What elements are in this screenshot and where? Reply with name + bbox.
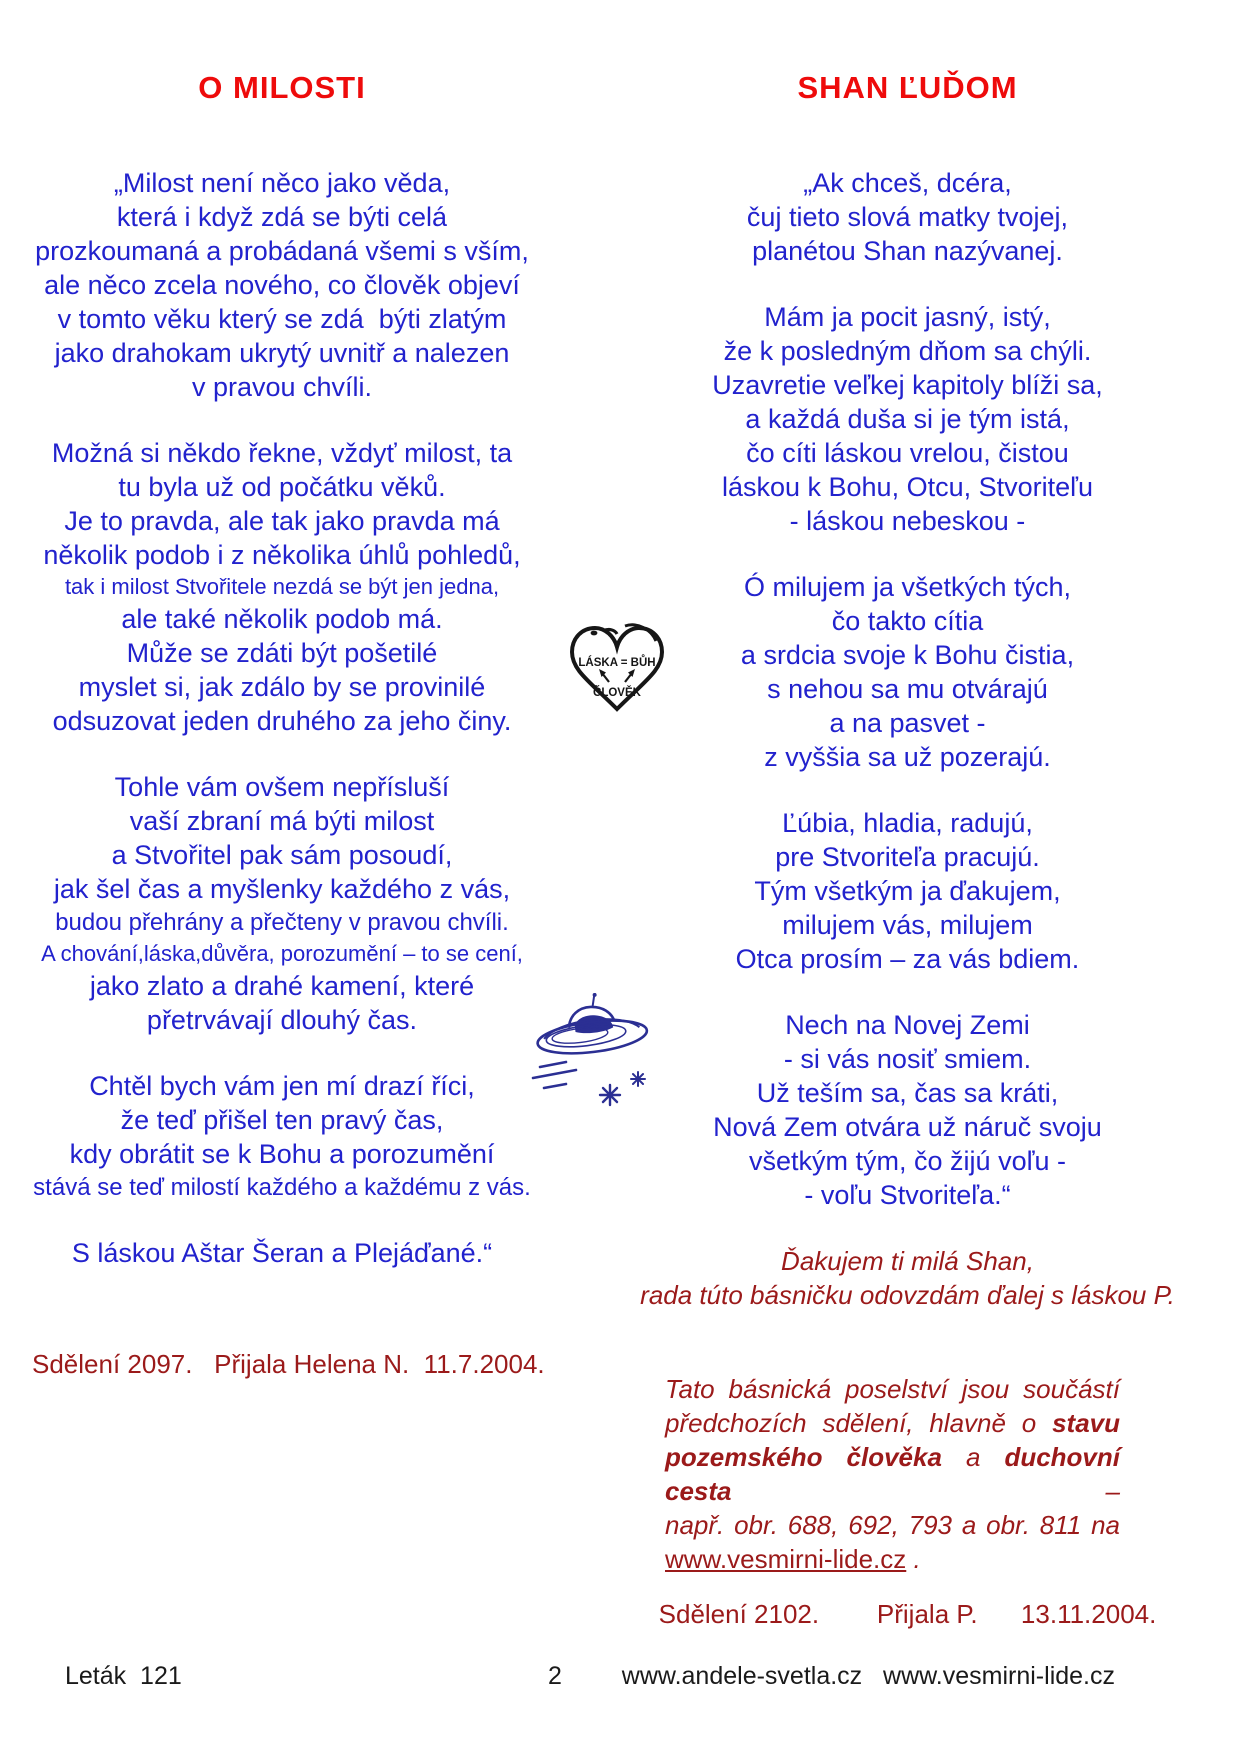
reference-paragraph	[665, 1372, 1120, 1576]
star-icon	[600, 1085, 620, 1105]
poem-line: „Ak chceš, dcéra,	[803, 168, 1012, 198]
paragraph-text: předchozích sdělení, hlavně o	[665, 1408, 1053, 1438]
paragraph-line	[665, 1542, 1120, 1576]
paragraph-text: např. obr. 688, 692, 793 a obr. 811 na	[665, 1510, 1120, 1540]
paragraph-text: –	[731, 1476, 1120, 1506]
poem-line: a Stvořitel pak sám posoudí,	[111, 840, 453, 870]
left-poem	[32, 166, 532, 1204]
poem-line: že k posledným dňom sa chýli.	[723, 336, 1092, 366]
left-title: O MILOSTI	[198, 70, 366, 105]
poem-line: láskou k Bohu, Otcu, Stvoriteľu	[721, 472, 1094, 502]
poem-line: jako drahokam ukrytý uvnitř a nalezen	[54, 338, 510, 368]
ufo-antenna	[591, 995, 595, 1006]
poem-line: Možná si někdo řekne, vždyť milost, ta	[51, 438, 513, 468]
poem-stanza	[630, 166, 1185, 268]
vesmirni-lide-link[interactable]: www.vesmirni-lide.cz	[665, 1544, 907, 1574]
ufo-speed-lines	[533, 1062, 576, 1088]
star-icon	[631, 1072, 645, 1086]
poem-stanza	[630, 1008, 1185, 1212]
message-note-left: Sdělení 2097. Přijala Helena N. 11.7.2004.	[32, 1349, 545, 1379]
heart-label-person: ČLOVĚK	[593, 687, 641, 699]
poem-line: budou přehrány a přečteny v pravou chvíli.	[55, 909, 509, 936]
poem-line: čuj tieto slová matky tvojej,	[746, 202, 1069, 232]
poem-line: Chtěl bych vám jen mí drazí říci,	[89, 1071, 475, 1101]
note-line: rada túto básničku odovzdám ďalej s láskou P.	[640, 1280, 1175, 1310]
heart-sketch-dot	[591, 631, 598, 636]
footer-urls: www.andele-svetla.cz www.vesmirni-lide.cz	[621, 1662, 1115, 1690]
poem-line: kdy obrátit se k Bohu a porozumění	[69, 1139, 495, 1169]
poem-line: milujem vás, milujem	[782, 910, 1033, 940]
poem-line: - si vás nosiť smiem.	[783, 1044, 1032, 1074]
poem-line: Uzavretie veľkej kapitoly blíži sa,	[712, 370, 1103, 400]
poem-line: několik podob i z několika úhlů pohledů,	[43, 540, 521, 570]
poem-line: a každá duša si je tým istá,	[745, 404, 1070, 434]
heart-sketch-stroke	[625, 625, 656, 641]
poem-line: stává se teď milostí každého a každému z vás.	[33, 1174, 531, 1201]
paragraph-line	[665, 1372, 1120, 1406]
poem-line: vaší zbraní má býti milost	[129, 806, 435, 836]
right-poem	[630, 166, 1185, 1212]
poem-line: Nech na Novej Zemi	[785, 1010, 1030, 1040]
poem-line: v tomto věku který se zdá býti zlatým	[57, 304, 507, 334]
poem-line: pre Stvoriteľa pracujú.	[775, 842, 1040, 872]
right-column	[630, 70, 1185, 1312]
paragraph-text: duchovní cesta	[665, 1442, 1120, 1506]
poem-line: s nehou sa mu otvárajú	[767, 674, 1048, 704]
poem-line: Je to pravda, ale tak jako pravda má	[64, 506, 500, 536]
poem-line: odsuzovat jeden druhého za jeho činy.	[52, 706, 512, 736]
paragraph-text: stavu	[1052, 1408, 1120, 1438]
heart-drawing	[566, 620, 668, 714]
poem-line: Ľúbia, hladia, radujú,	[782, 808, 1033, 838]
poem-line: Už teším sa, čas sa kráti,	[756, 1078, 1059, 1108]
right-title: SHAN ĽUĎOM	[797, 70, 1018, 105]
poem-line: planétou Shan nazývanej.	[752, 236, 1063, 266]
poem-line: - voľu Stvoriteľa.“	[804, 1180, 1011, 1210]
poem-line: „Milost není něco jako věda,	[113, 168, 451, 198]
paragraph-text: pozemského člověka	[665, 1442, 942, 1472]
paragraph-line	[665, 1440, 1120, 1508]
paragraph-text: Tato básnická poselství jsou součástí	[665, 1374, 1120, 1404]
poem-line: myslet si, jak zdálo by se provinilé	[78, 672, 486, 702]
poem-stanza	[32, 770, 532, 1037]
ufo-ring-1	[545, 1021, 627, 1051]
poem-line: Může se zdáti být pošetilé	[126, 638, 438, 668]
paragraph-text: a	[941, 1442, 1005, 1472]
poem-line: Ó milujem ja všetkých tých,	[743, 572, 1072, 602]
poem-line: Otca prosím – za vás bdiem.	[735, 944, 1080, 974]
poem-line: - láskou nebeskou -	[789, 506, 1026, 536]
poem-line: tak i milost Stvořitele nezdá se být jen jedna,	[64, 574, 500, 599]
poem-line: Tým všetkým ja ďakujem,	[754, 876, 1061, 906]
poem-signature: S láskou Aštar Šeran a Plejáďané.“	[71, 1238, 493, 1268]
message-note-right: Sdělení 2102. Přijala P. 13.11.2004.	[658, 1599, 1157, 1629]
paragraph-line	[665, 1508, 1120, 1542]
paragraph-line	[665, 1406, 1120, 1440]
poem-line: tu byla už od počátku věků.	[118, 472, 446, 502]
poem-line: Nová Zem otvára už náruč svoju	[713, 1112, 1102, 1142]
left-column	[32, 70, 532, 1270]
note-line: Ďakujem ti milá Shan,	[781, 1246, 1034, 1276]
leaflet-number: Leták 121	[65, 1662, 182, 1690]
thanks-note	[630, 1244, 1185, 1312]
heart-label-equation: LÁSKA = BŮH	[578, 657, 656, 669]
page-footer	[0, 1662, 1240, 1702]
page-number: 2	[548, 1662, 562, 1690]
poem-line: prozkoumaná a probádaná všemi s vším,	[35, 236, 529, 266]
poem-line: Mám ja pocit jasný, istý,	[764, 302, 1051, 332]
poem-line: která i když zdá se býti celá	[116, 202, 448, 232]
paragraph-text: .	[906, 1544, 921, 1574]
poem-line: všetkým tým, čo žijú voľu -	[749, 1146, 1066, 1176]
poem-line: A chování,láska,důvěra, porozumění – to se cení,	[41, 941, 523, 966]
poem-line: ale také několik podob má.	[121, 604, 443, 634]
poem-line: a srdcia svoje k Bohu čistia,	[740, 640, 1075, 670]
poem-stanza	[32, 1069, 532, 1204]
poem-stanza	[630, 300, 1185, 538]
poem-line: jak šel čas a myšlenky každého z vás,	[53, 874, 511, 904]
poem-line: přetrvávají dlouhý čas.	[146, 1005, 418, 1035]
poem-stanza	[32, 166, 532, 404]
poem-line: že teď přišel ten pravý čas,	[120, 1105, 444, 1135]
poem-stanza	[32, 436, 532, 738]
poem-line: v pravou chvíli.	[191, 372, 373, 402]
poem-line: čo cíti láskou vrelou, čistou	[746, 438, 1069, 468]
poem-line: a na pasvet -	[829, 708, 986, 738]
poem-line: čo takto cítia	[831, 606, 984, 636]
poem-line: z vyššia sa už pozerajú.	[764, 742, 1051, 772]
poem-line: ale něco zcela nového, co člověk objeví	[44, 270, 520, 300]
poem-line: jako zlato a drahé kamení, které	[89, 971, 475, 1001]
poem-line: Tohle vám ovšem nepřísluší	[114, 772, 450, 802]
poem-stanza	[630, 570, 1185, 774]
ufo-drawing	[530, 993, 658, 1111]
poem-stanza	[630, 806, 1185, 976]
